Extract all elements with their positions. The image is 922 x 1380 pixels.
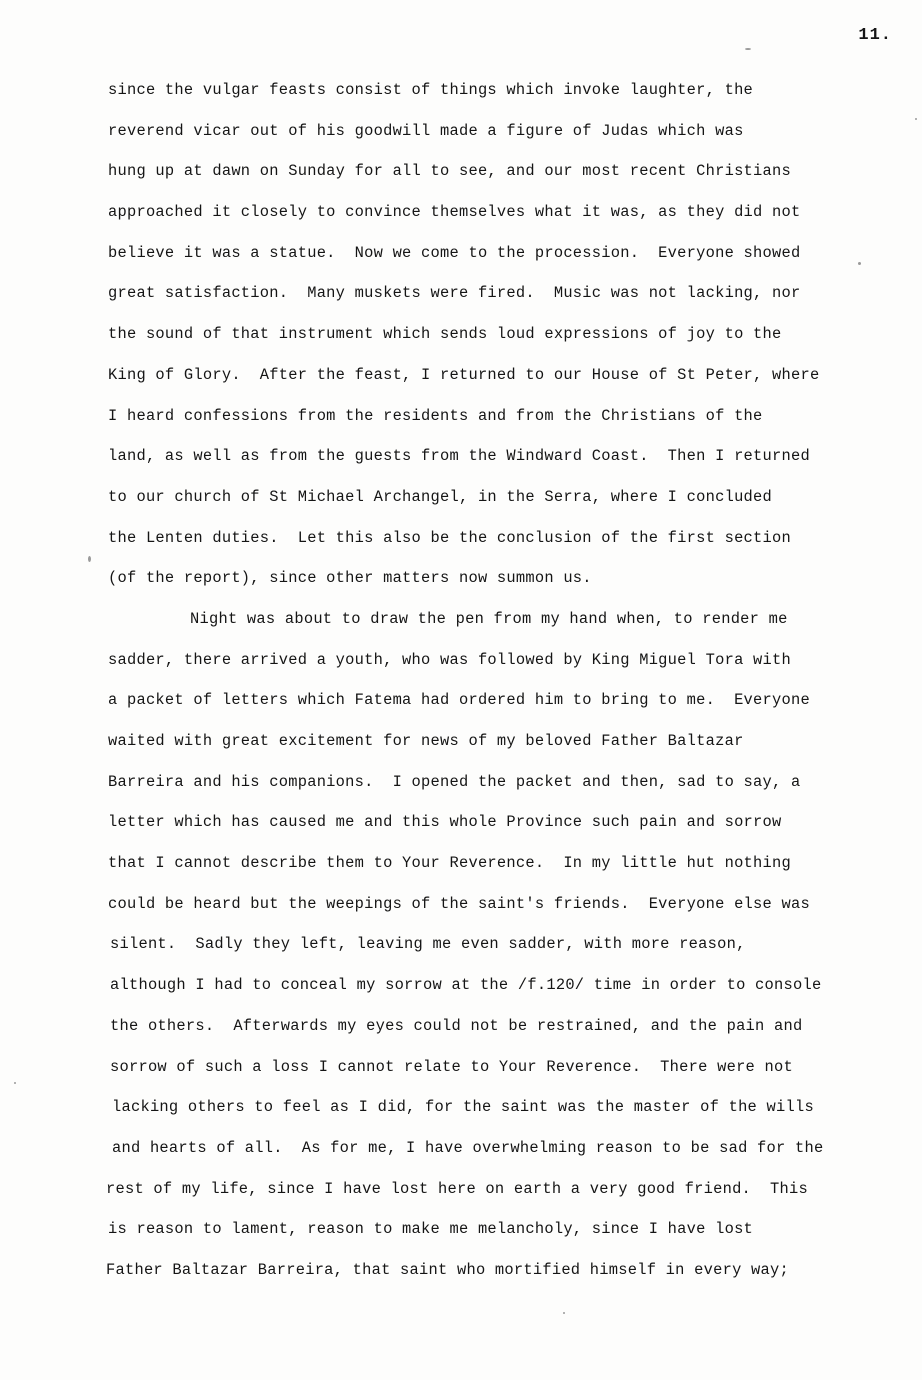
text-line: approached it closely to convince themselves what it was, as they did not [108, 203, 801, 222]
text-line: hung up at dawn on Sunday for all to see, and our most recent Christians [108, 162, 791, 181]
text-line: reverend vicar out of his goodwill made a figure of Judas which was [108, 121, 744, 140]
text-line: believe it was a statue. Now we come to the procession. Everyone showed [108, 243, 801, 262]
text-line: I heard confessions from the residents and from the Christians of the [108, 406, 763, 425]
text-line: since the vulgar feasts consist of things which invoke laughter, the [108, 81, 754, 99]
text-line: land, as well as from the guests from the Windward Coast. Then I returned [108, 447, 810, 466]
text-line: Father Baltazar Barreira, that saint who mortified himself in every way; [106, 1260, 789, 1279]
text-line: a packet of letters which Fatema had ordered him to bring to me. Everyone [108, 691, 810, 710]
text-line: could be heard but the weepings of the saint's friends. Everyone else was [108, 894, 810, 913]
page-number: 11. [858, 26, 892, 45]
paragraph-1 [108, 70, 898, 599]
text-line: lacking others to feel as I did, for the saint was the master of the wills [112, 1098, 814, 1117]
text-line: that I cannot describe them to Your Reverence. In my little hut nothing [108, 854, 791, 873]
text-line: sadder, there arrived a youth, who was followed by King Miguel Tora with [108, 650, 791, 669]
text-line: letter which has caused me and this whole Province such pain and sorrow [108, 813, 782, 832]
text-line: silent. Sadly they left, leaving me even sadder, with more reason, [110, 935, 746, 954]
text-line: King of Glory. After the feast, I returned to our House of St Peter, where [108, 365, 820, 384]
text-line: and hearts of all. As for me, I have overwhelming reason to be sad for the [112, 1138, 824, 1157]
body-text [108, 70, 898, 1291]
text-line: the sound of that instrument which sends loud expressions of joy to the [108, 325, 782, 344]
text-line: sorrow of such a loss I cannot relate to Your Reverence. There were not [110, 1057, 793, 1076]
text-line: Barreira and his companions. I opened the packet and then, sad to say, a [108, 772, 801, 791]
text-line: is reason to lament, reason to make me melancholy, since I have lost [108, 1220, 754, 1239]
text-line: the others. Afterwards my eyes could not be restrained, and the pain and [110, 1016, 803, 1035]
text-line: although I had to conceal my sorrow at the /f.120/ time in order to console [110, 976, 822, 995]
text-line: Night was about to draw the pen from my hand when, to render me [190, 609, 788, 628]
text-line: waited with great excitement for news of my beloved Father Baltazar [108, 732, 744, 750]
text-line: the Lenten duties. Let this also be the conclusion of the first section [108, 528, 791, 547]
text-line: to our church of St Michael Archangel, in the Serra, where I concluded [108, 487, 773, 506]
paragraph-2 [108, 599, 898, 1291]
text-line: great satisfaction. Many muskets were fired. Music was not lacking, nor [108, 284, 801, 303]
text-line: (of the report), since other matters now summon us. [108, 569, 592, 588]
text-line: rest of my life, since I have lost here on earth a very good friend. This [106, 1179, 808, 1198]
